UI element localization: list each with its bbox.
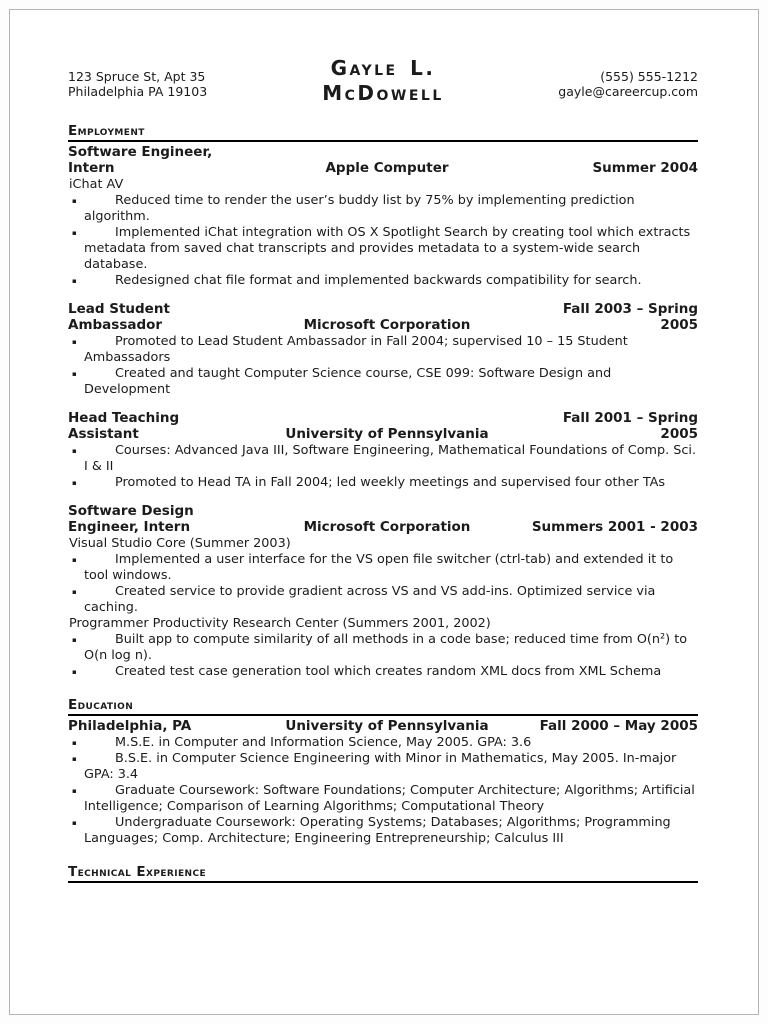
address-line-2: Philadelphia PA 19103 — [68, 84, 208, 99]
bullet-item — [68, 225, 698, 273]
employment-entry-ambassador — [68, 301, 698, 398]
bullet-marker-icon: ▪ — [72, 556, 77, 564]
company-name: Microsoft Corporation — [303, 519, 471, 535]
bullet-text: Undergraduate Coursework: Operating Systems; Databases; Algorithms; Programming Languages; Comp. Architecture; Engineering Entrepreneurship; Calculus III — [84, 815, 671, 846]
bullet-marker-icon: ▪ — [72, 636, 77, 644]
bullet-item — [68, 632, 698, 664]
candidate-name — [286, 56, 480, 106]
employment-entry-apple — [68, 144, 698, 289]
bullet-item — [68, 552, 698, 584]
bullet-item — [68, 735, 698, 751]
bullet-marker-icon: ▪ — [72, 739, 77, 747]
bullet-text: Promoted to Head TA in Fall 2004; led weekly meetings and supervised four other TAs — [115, 475, 666, 490]
entry-header — [68, 144, 698, 176]
contact-block — [480, 56, 698, 106]
bullet-text: Built app to compute similarity of all methods in a code base; reduced time from O(n²) to O(n log n). — [84, 632, 688, 663]
employment-entry-head-ta — [68, 410, 698, 491]
entry-header — [68, 410, 698, 442]
bullet-item — [68, 443, 698, 475]
date-range: Summers 2001 - 2003 — [531, 519, 698, 535]
entry-header — [68, 503, 698, 535]
name-line-2: McDowell — [322, 81, 444, 105]
resume-page — [9, 9, 759, 1015]
job-title: Lead Student Ambassador — [68, 301, 170, 333]
date-range: Fall 2001 – Spring 2005 — [562, 410, 698, 442]
section-heading-education: Education — [68, 697, 698, 716]
bullet-marker-icon: ▪ — [72, 479, 77, 487]
section-heading-employment: Employment — [68, 123, 698, 142]
email-address: gayle@careercup.com — [558, 84, 698, 99]
company-name: University of Pennsylvania — [285, 426, 489, 442]
address-block — [68, 56, 286, 106]
bullet-marker-icon: ▪ — [72, 588, 77, 596]
bullet-text: Created and taught Computer Science course, CSE 099: Software Design and Development — [84, 366, 612, 397]
entry-header — [68, 301, 698, 333]
job-title: Head Teaching Assistant — [68, 410, 180, 442]
section-heading-technical: Technical Experience — [68, 864, 698, 883]
date-range: Summer 2004 — [592, 160, 698, 176]
bullet-item — [68, 366, 698, 398]
bullet-marker-icon: ▪ — [72, 787, 77, 795]
bullet-text: Promoted to Lead Student Ambassador in Fall 2004; supervised 10 – 15 Student Ambassadors — [84, 334, 628, 365]
bullet-item — [68, 664, 698, 680]
bullet-marker-icon: ▪ — [72, 338, 77, 346]
bullet-text: Created service to provide gradient across VS and VS add-ins. Optimized service via caching. — [84, 584, 656, 615]
employment-entry-sde — [68, 503, 698, 680]
bullet-marker-icon: ▪ — [72, 370, 77, 378]
bullet-marker-icon: ▪ — [72, 819, 77, 827]
bullet-item — [68, 815, 698, 847]
company-name: Apple Computer — [325, 160, 449, 176]
bullet-text: Graduate Coursework: Software Foundations; Computer Architecture; Algorithms; Artificial Intelligence; Comparison of Learning Algorithms; Computational Theory — [84, 783, 695, 814]
bullet-item — [68, 193, 698, 225]
job-title: Software Design Engineer, Intern — [68, 503, 194, 535]
job-title: Software Engineer, Intern — [68, 144, 213, 176]
bullet-marker-icon: ▪ — [72, 229, 77, 237]
bullet-item — [68, 475, 698, 491]
education-entry — [68, 718, 698, 847]
bullet-text: Courses: Advanced Java III, Software Engineering, Mathematical Foundations of Comp. Sci. I & II — [84, 443, 697, 474]
school-location: Philadelphia, PA — [68, 718, 192, 734]
bullet-text: Created test case generation tool which creates random XML docs from XML Schema — [115, 664, 662, 679]
resume-header — [68, 56, 698, 106]
bullet-marker-icon: ▪ — [72, 277, 77, 285]
bullet-item — [68, 273, 698, 289]
address-line-1: 123 Spruce St, Apt 35 — [68, 69, 206, 84]
date-range: Fall 2003 – Spring 2005 — [562, 301, 698, 333]
date-range: Fall 2000 – May 2005 — [539, 718, 698, 734]
team-line: Visual Studio Core (Summer 2003) — [69, 536, 291, 551]
bullet-marker-icon: ▪ — [72, 197, 77, 205]
company-name: Microsoft Corporation — [303, 317, 471, 333]
bullet-text: Reduced time to render the user’s buddy list by 75% by implementing prediction algorithm. — [84, 193, 635, 224]
school-name: University of Pennsylvania — [285, 718, 489, 734]
team-line: Programmer Productivity Research Center (Summers 2001, 2002) — [69, 616, 491, 631]
bullet-marker-icon: ▪ — [72, 668, 77, 676]
bullet-marker-icon: ▪ — [72, 447, 77, 455]
bullet-item — [68, 783, 698, 815]
bullet-text: Implemented a user interface for the VS open file switcher (ctrl-tab) and extended it to tool windows. — [84, 552, 674, 583]
bullet-marker-icon: ▪ — [72, 755, 77, 763]
bullet-text: Implemented iChat integration with OS X Spotlight Search by creating tool which extracts metadata from saved chat transcripts and provides metadata to a system-wide search database. — [84, 225, 691, 272]
entry-header — [68, 718, 698, 734]
phone-number: (555) 555-1212 — [600, 69, 698, 84]
bullet-item — [68, 334, 698, 366]
bullet-item — [68, 584, 698, 616]
bullet-item — [68, 751, 698, 783]
bullet-text: B.S.E. in Computer Science Engineering with Minor in Mathematics, May 2005. In-major GPA: 3.4 — [84, 751, 677, 782]
team-line: iChat AV — [69, 177, 124, 192]
bullet-text: Redesigned chat file format and implemented backwards compatibility for search. — [115, 273, 642, 288]
bullet-text: M.S.E. in Computer and Information Science, May 2005. GPA: 3.6 — [115, 735, 532, 750]
name-line-1: Gayle L. — [330, 56, 436, 80]
